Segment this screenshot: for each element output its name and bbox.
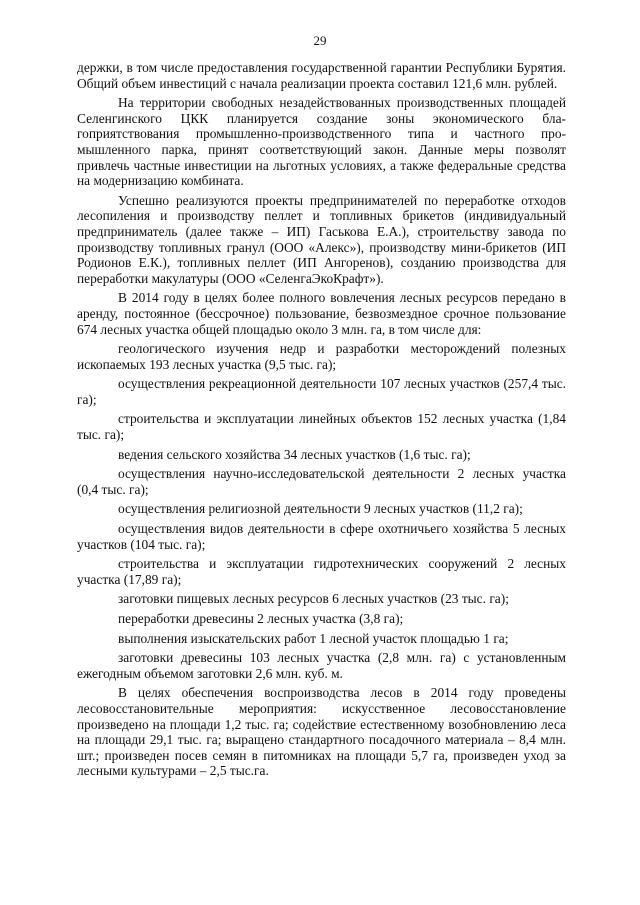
paragraph-reforestation: В целях обеспечения воспроизводства лесов в 2014 году проведены лесовосстановительные мероприятия: искусственное лесовосстановление произведено на площади 1,2 тыс. га; содействие естественному возобновлению леса на площади 29,1 тыс. га; выращено стандартного посадочного материала – 8,4 млн. шт.; произведен посев семян в питомниках на площади 5,7 га, произведен уход за лесными культурами – 2,5 тыс.га. <box>77 685 566 779</box>
list-item: переработки древесины 2 лесных участка (3,8 га); <box>118 611 404 626</box>
list-item: осуществления рекреационной деятельности 107 лесных участков (257,4 тыс. га); <box>77 376 566 407</box>
paragraph-continuation: держки, в том числе предоставления государственной гарантии Республики Бурятия. Общий объем инвестиций с начала реализации проекта составил 121,6 млн. рублей. <box>77 60 566 91</box>
page-number: 29 <box>313 33 327 48</box>
list-item: заготовки пищевых лесных ресурсов 6 лесных участков (23 тыс. га); <box>118 591 509 607</box>
list-item: строительства и эксплуатации линейных объектов 152 лесных участка (1,84 тыс. га); <box>77 411 566 443</box>
list-item: ведения сельского хозяйства 34 лесных участков (1,6 тыс. га); <box>118 446 471 462</box>
paragraph-entrepreneur-projects: Успешно реализуются проекты предпринимателей по переработке отходов лесопиления и производству пеллет и топливных брикетов (индивидуальный предприниматель (далее также – ИП) Гаськова Е.А.), строительству завода по производству топливных гранул (ООО «Алекс»), производству мини-брикетов (ИП Родионов Е.К.), топливных пеллет (ИП Ангоренов), созданию производства для переработки макулатуры (ООО «СеленгаЭкоКрафт»). <box>77 192 566 286</box>
list-item: осуществления видов деятельности в сфере охотничьего хозяйства 5 лесных участков (104 тыс. га); <box>77 521 566 552</box>
list-item: осуществления религиозной деятельности 9 лесных участков (11,2 га); <box>118 501 523 517</box>
list-item: геологического изучения недр и разработки месторождений полезных ископаемых 193 лесных участка (9,5 тыс. га); <box>77 341 566 372</box>
list-item: осуществления научно-исследовательской деятельности 2 лесных участка (0,4 тыс. га); <box>77 466 566 497</box>
list-item: заготовки древесины 103 лесных участка (2,8 млн. га) с установленным ежегодным объемом заготовки 2,6 млн. куб. м. <box>77 650 566 681</box>
paragraph-industrial-zone: На территории свободных незадействованных производственных площадей Селенгинского ЦКК планируется создание зоны экономического благоприятствования промышленно-производственного типа и частного промышленного парка, принят соответствующий закон. Данные меры позволят привлечь частные инвестиции на льготных условиях, а также федеральные средства на модернизацию комбината. <box>77 95 566 189</box>
list-item: строительства и эксплуатации гидротехнических сооружений 2 лесных участка (17,89 га); <box>77 556 566 587</box>
list-item: выполнения изыскательских работ 1 лесной участок площадью 1 га; <box>118 630 509 646</box>
paragraph-forest-lease: В 2014 году в целях более полного вовлечения лесных ресурсов передано в аренду, постоянное (бессрочное) пользование, безвозмездное срочное пользование 674 лесных участка общей площадью около 3 млн. га, в том числе для: <box>77 290 566 337</box>
document-body <box>77 60 566 783</box>
